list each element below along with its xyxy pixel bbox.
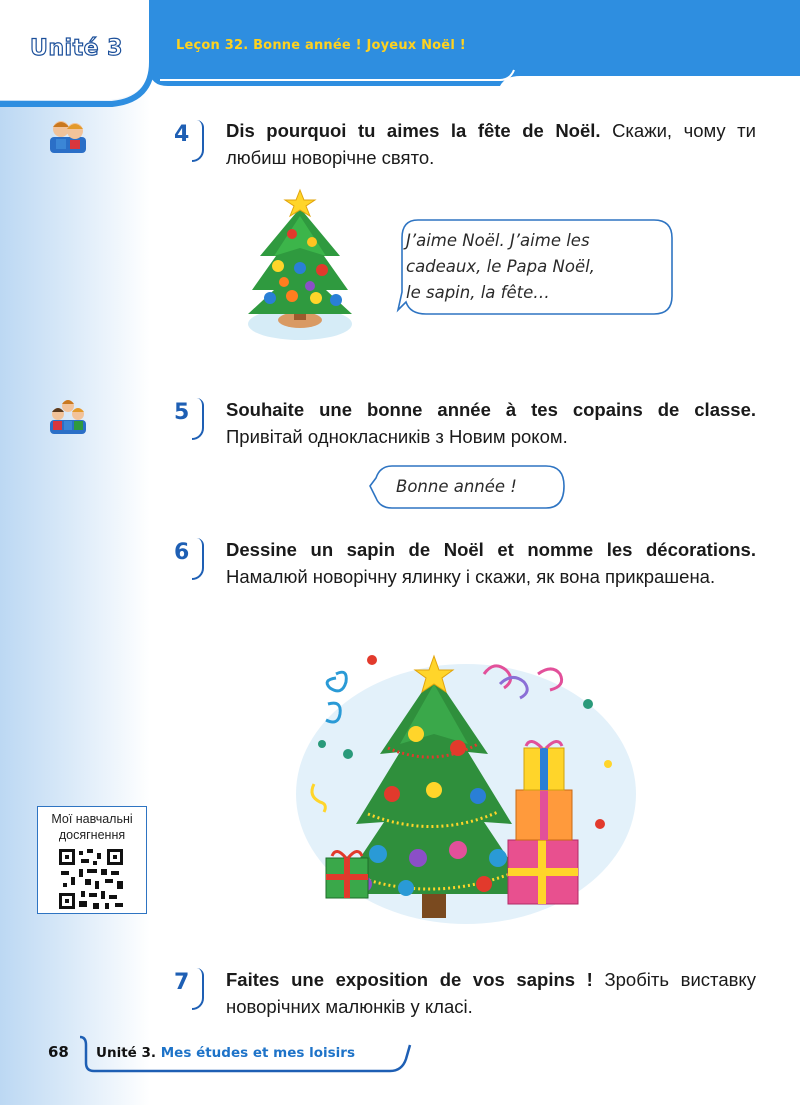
exercise-6-title: Dessine un sapin de Noël et nomme les décorations. bbox=[226, 539, 756, 560]
speech-bubble-4-line-1: J’aime Noël. J’aime les bbox=[406, 231, 590, 250]
page-number: 68 bbox=[48, 1043, 69, 1061]
exercise-4-text bbox=[226, 117, 756, 171]
unit-label: Unité 3 bbox=[30, 36, 123, 61]
qr-caption-line-2: досягнення bbox=[58, 828, 126, 842]
qr-caption-line-1: Мої навчальні bbox=[51, 812, 133, 826]
exercise-7-translation: Зробіть виставку новорічних малюнків у класі. bbox=[226, 969, 756, 1017]
exercise-number-7: 7 bbox=[168, 966, 202, 1000]
speech-bubble-5 bbox=[368, 464, 568, 508]
exercise-4-translation: Скажи, чому ти любиш новорічне свято. bbox=[226, 120, 756, 168]
exercise-7-text bbox=[226, 966, 756, 1020]
exercise-6-translation: Намалюй новорічну ялинку і скажи, як вона прикрашена. bbox=[226, 566, 716, 587]
speech-bubble-4 bbox=[396, 218, 676, 316]
footer-unit-title bbox=[96, 1045, 355, 1061]
exercise-4-title: Dis pourquoi tu aimes la fête de Noël. bbox=[226, 120, 601, 141]
speech-bubble-5-line-1: Bonne année ! bbox=[396, 477, 517, 496]
pair-work-kids-icon bbox=[48, 115, 88, 155]
achievements-qr-box[interactable] bbox=[37, 806, 147, 914]
page-footer bbox=[40, 1035, 420, 1075]
footer-unit-prefix: Unité 3. bbox=[96, 1045, 157, 1061]
exercise-5-text bbox=[226, 396, 756, 450]
speech-bubble-4-line-2: cadeaux, le Papa Noël, bbox=[406, 257, 595, 276]
decorated-christmas-tree-illustration bbox=[288, 644, 648, 934]
speech-bubble-4-line-3: le sapin, la fête… bbox=[406, 283, 550, 302]
exercise-number-5: 5 bbox=[168, 396, 202, 430]
lesson-title: Leçon 32. Bonne année ! Joyeux Noël ! bbox=[176, 38, 466, 53]
qr-code-icon[interactable] bbox=[59, 849, 125, 909]
exercise-5-translation: Привітай однокласників з Новим роком. bbox=[226, 426, 568, 447]
exercise-number-4: 4 bbox=[168, 118, 202, 152]
left-margin-band bbox=[0, 0, 150, 1105]
small-christmas-tree-illustration bbox=[240, 186, 360, 346]
footer-unit-subtitle: Mes études et mes loisirs bbox=[160, 1045, 356, 1061]
exercise-7-title: Faites une exposition de vos sapins ! bbox=[226, 969, 593, 990]
exercise-6-text bbox=[226, 536, 756, 590]
group-work-kids-icon bbox=[48, 396, 88, 436]
page-header bbox=[0, 0, 800, 80]
exercise-number-6: 6 bbox=[168, 536, 202, 570]
exercise-5-title: Souhaite une bonne année à tes copains de classe. bbox=[226, 399, 756, 420]
